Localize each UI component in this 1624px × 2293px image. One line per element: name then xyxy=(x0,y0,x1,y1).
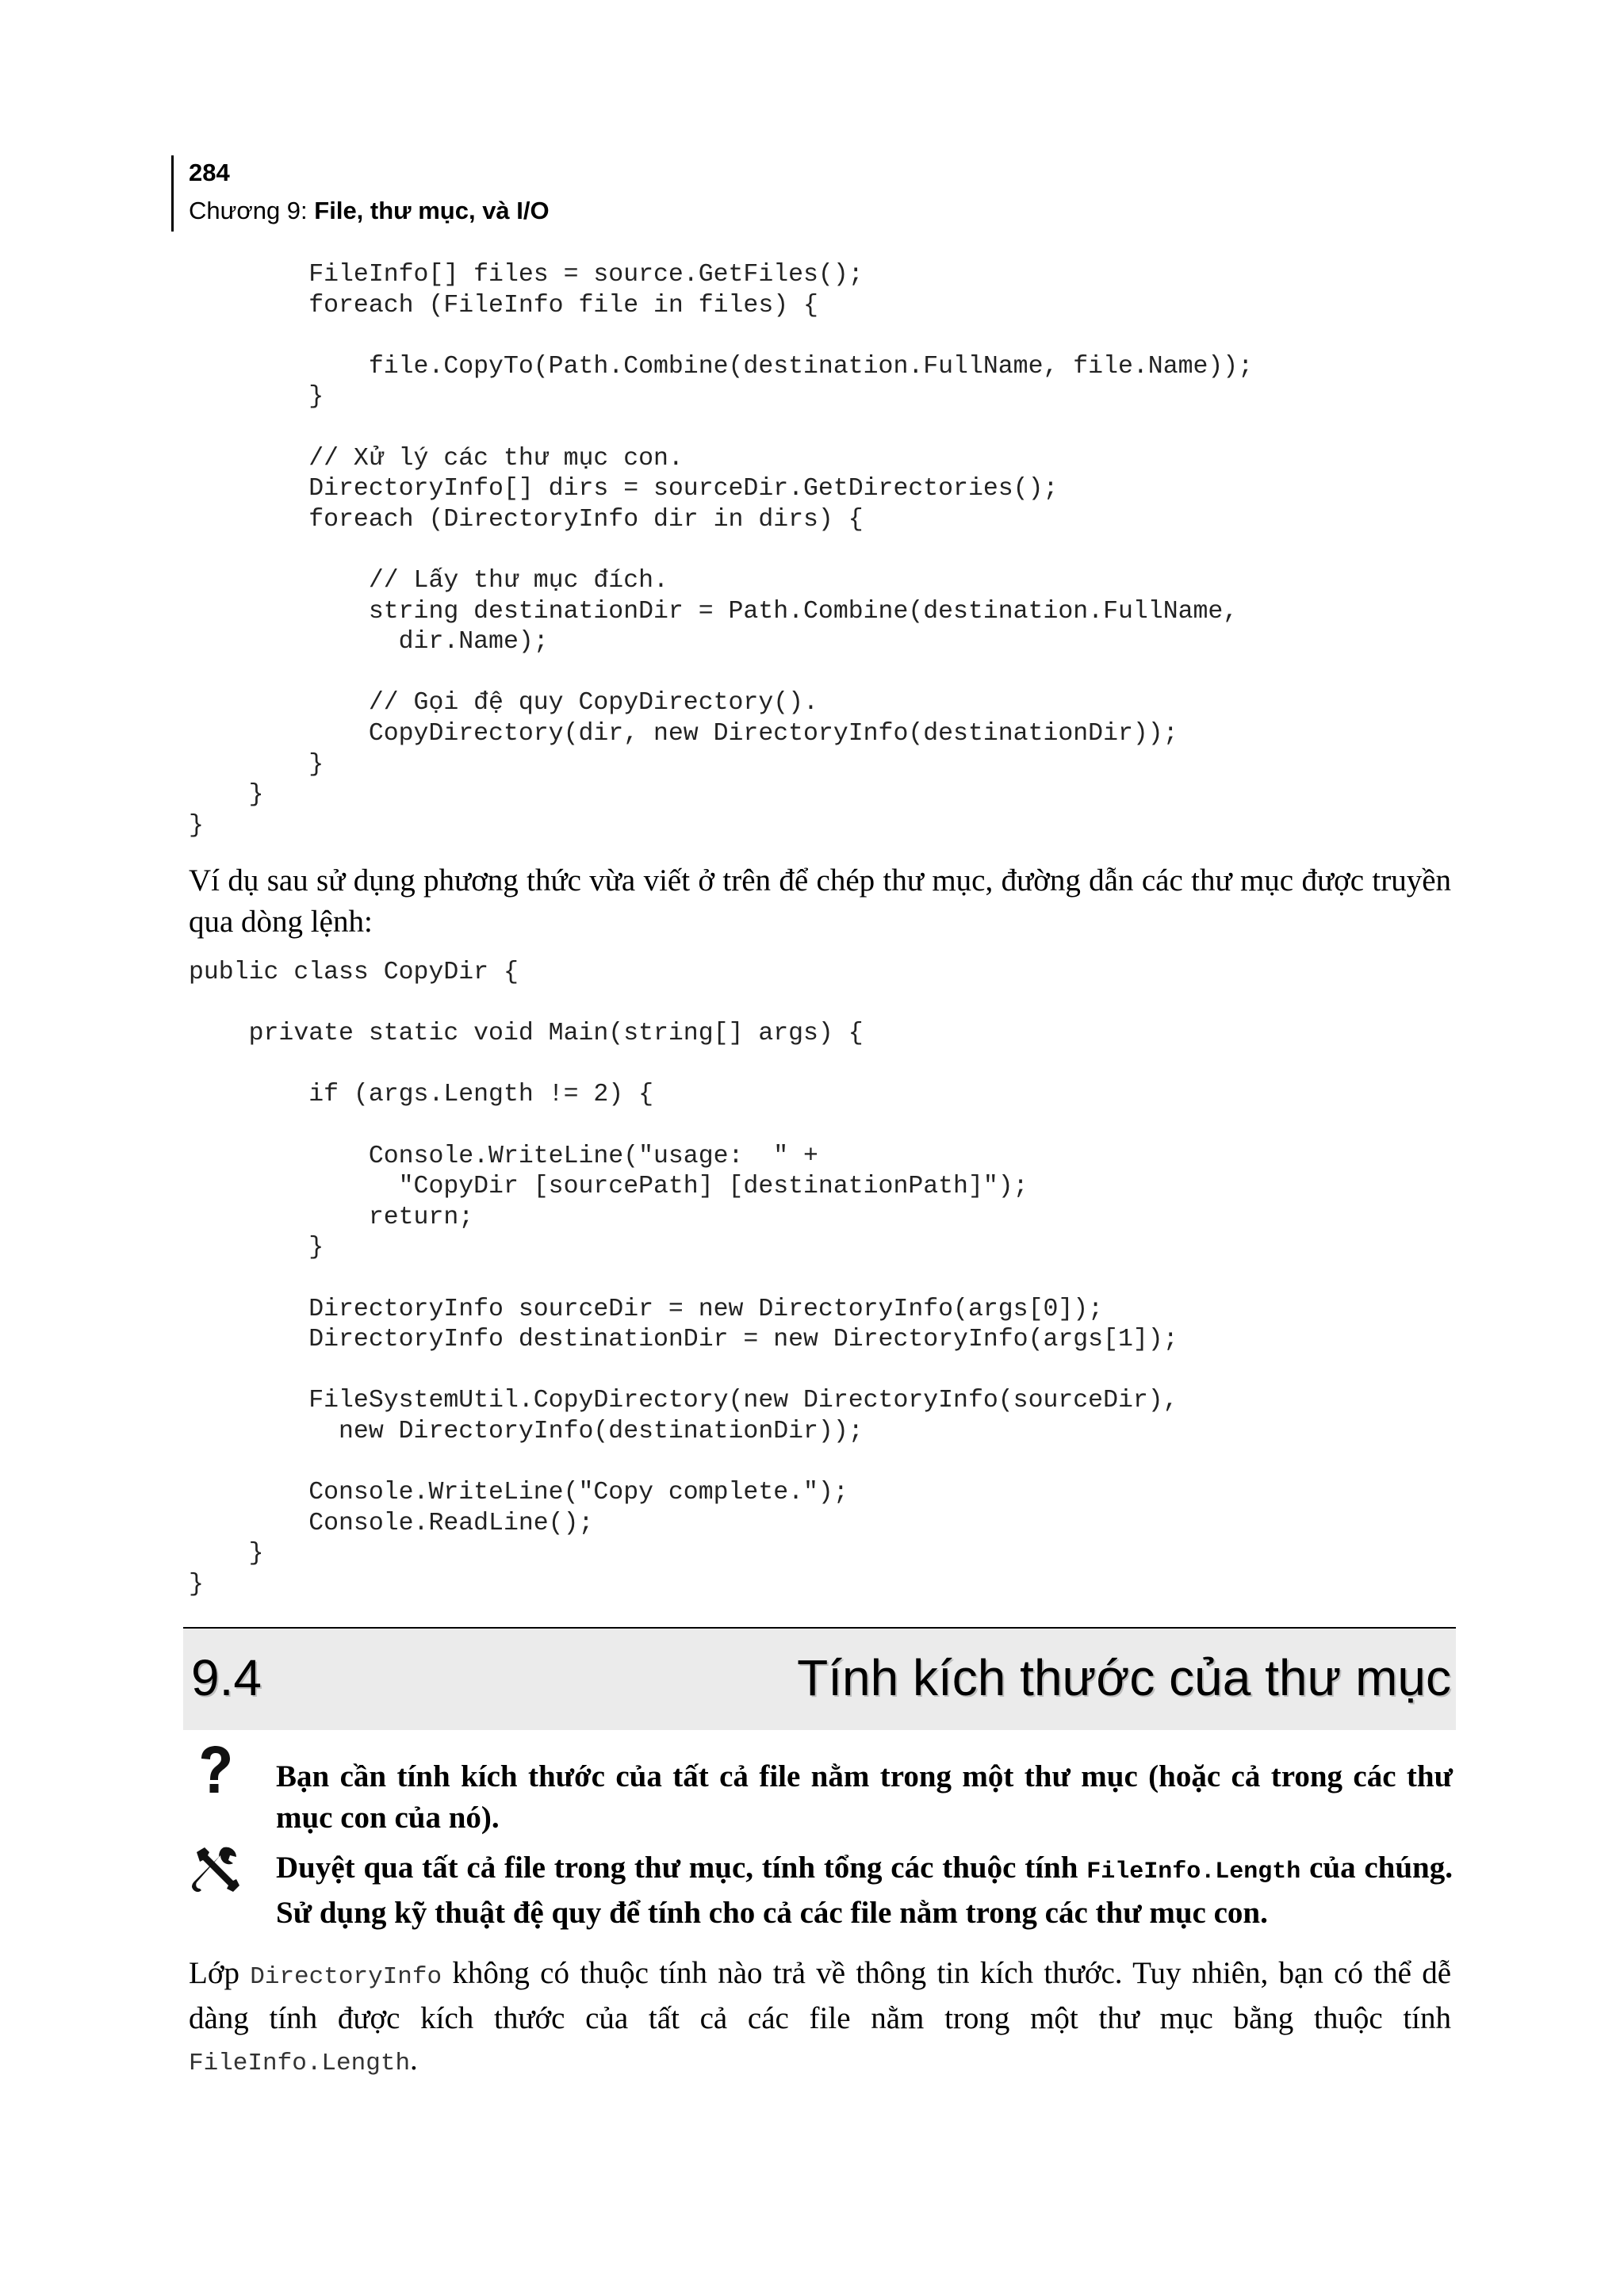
body-paragraph-directoryinfo xyxy=(189,1953,1451,2084)
tools-icon xyxy=(192,1846,239,1893)
page-number: 284 xyxy=(189,159,230,186)
paragraph-text-3: . xyxy=(410,2042,418,2077)
inline-code-directoryinfo: DirectoryInfo xyxy=(250,1963,442,1991)
chapter-heading xyxy=(189,195,550,227)
chapter-prefix: Chương 9: xyxy=(189,197,315,224)
solution-text-part2: của chúng. Sử dụng kỹ thuật đệ quy để tính cho cả các file nằm trong các thư mục con. xyxy=(276,1851,1454,1930)
inline-code-fileinfo-length: FileInfo.Length xyxy=(189,2050,411,2077)
section-heading-bar xyxy=(183,1627,1456,1730)
question-mark-icon xyxy=(195,1744,235,1795)
body-paragraph: Ví dụ sau sử dụng phương thức vừa viết ở trên để chép thư mục, đường dẫn các thư mục được truyền qua dòng lệnh: xyxy=(189,863,1451,939)
header-rule xyxy=(171,155,174,232)
section-title: Tính kích thước của thư mục xyxy=(797,1649,1451,1706)
solution-statement xyxy=(276,1847,1453,1934)
code-listing-copy-directory: FileInfo[] files = source.GetFiles(); foreach (FileInfo file in files) { file.CopyTo(Path.Combine(destination.FullName, file.Name)); } // Xử lý các thư mục con. DirectoryInfo[] dirs = sourceDir.GetDirectories(); foreach (DirectoryInfo dir in dirs) { // Lấy thư mục đích. string destinationDir = Path.Combine(destination.FullName, dir.Name); // Gọi đệ quy CopyDirectory(). CopyDirectory(dir, new DirectoryInfo(destinationDir)); } } } xyxy=(189,261,1254,840)
solution-code-fileinfo-length: FileInfo.Length xyxy=(1086,1859,1301,1885)
solution-text-part1: Duyệt qua tất cả file trong thư mục, tính tổng các thuộc tính xyxy=(276,1851,1087,1885)
problem-statement: Bạn cần tính kích thước của tất cả file nằm trong một thư mục (hoặc cả trong các thư mục con của nó). xyxy=(276,1759,1453,1835)
paragraph-text-1: Lớp xyxy=(189,1956,251,1990)
chapter-title: File, thư mục, và I/O xyxy=(314,197,550,224)
section-number: 9.4 xyxy=(191,1649,262,1706)
paragraph-text-2: không có thuộc tính nào trả về thông tin kích thước. Tuy nhiên, bạn có thể dễ dàng tính được kích thước của tất cả các file nằm trong một thư mục bằng thuộc tính xyxy=(189,1956,1452,2035)
code-listing-copydir-main: public class CopyDir { private static void Main(string[] args) { if (args.Length != 2) { Console.WriteLine("usage: " + "CopyDir [sourcePath] [destinationPath]"); return; } DirectoryInfo sourceDir = new DirectoryInfo(args[0]); DirectoryInfo destinationDir = new DirectoryInfo(args[1]); FileSystemUtil.CopyDirectory(new DirectoryInfo(sourceDir), new DirectoryInfo(destinationDir)); Console.WriteLine("Copy complete."); Console.ReadLine(); } } xyxy=(189,959,1178,1598)
